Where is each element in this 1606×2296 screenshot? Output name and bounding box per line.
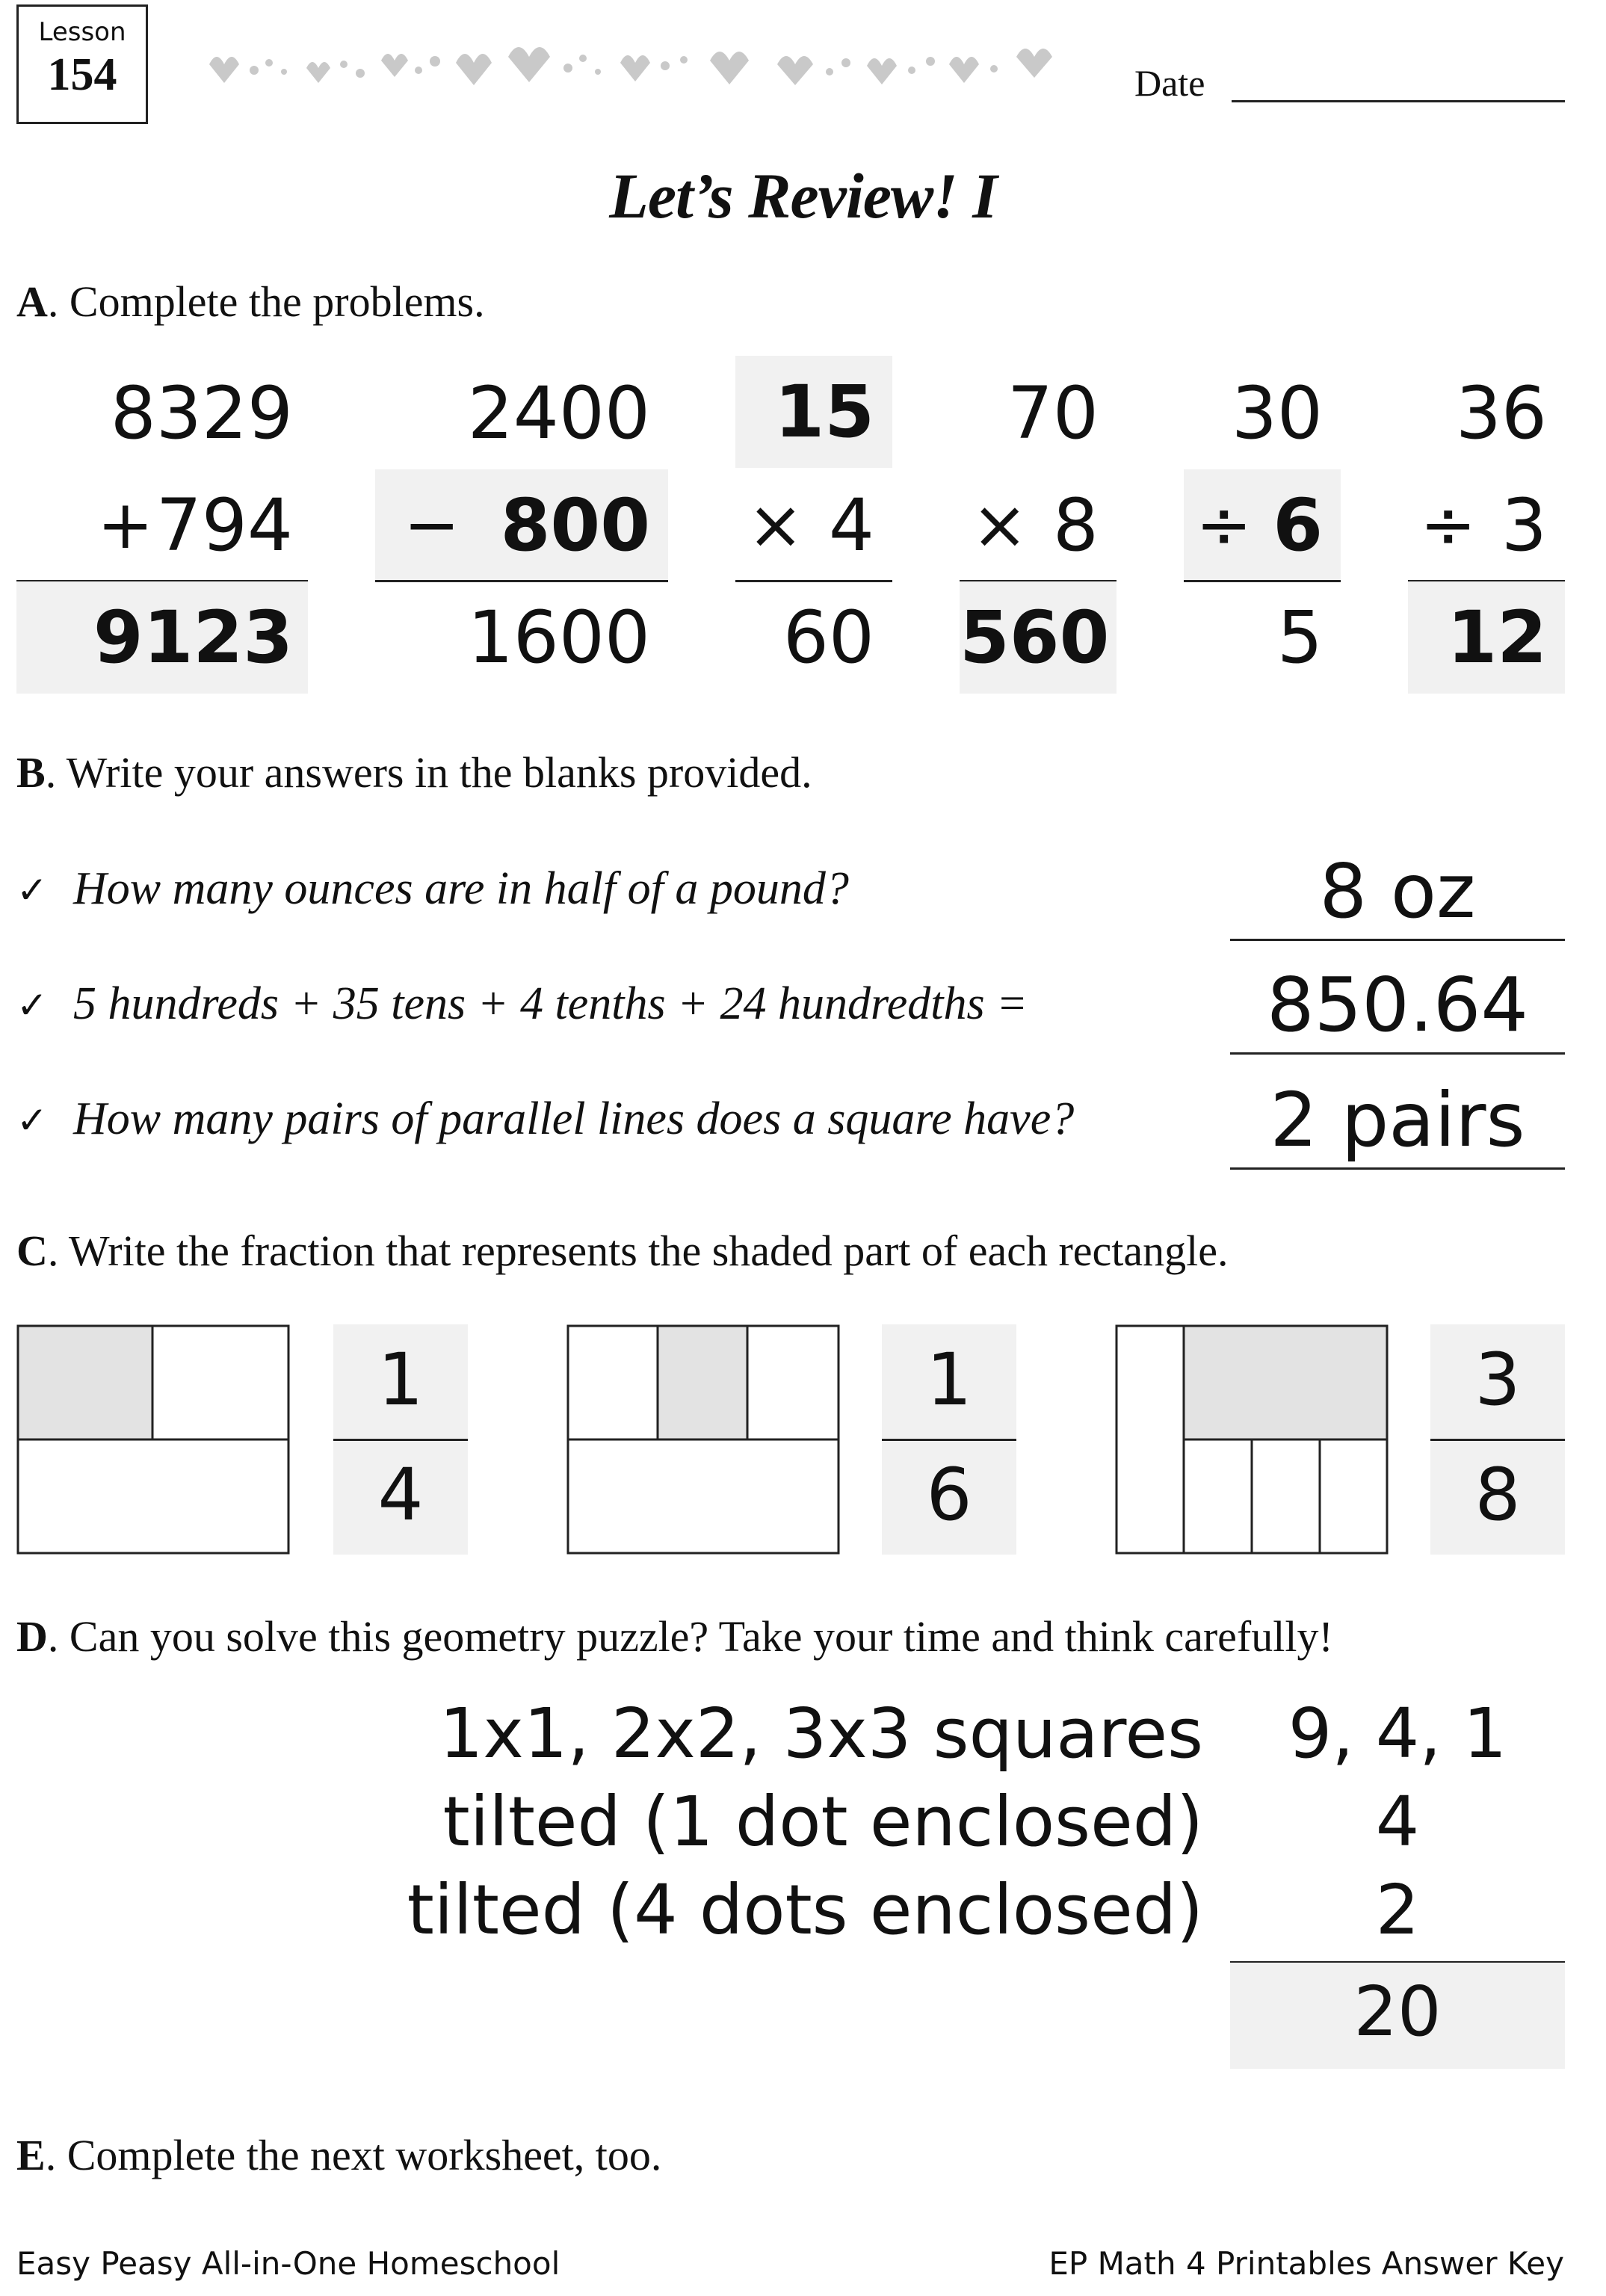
fraction-rectangle-1 <box>16 1324 290 1555</box>
problem-6-operator: ÷ <box>1420 486 1477 564</box>
problem-6-bottom: 3 <box>1501 484 1547 567</box>
answer-2-line <box>1230 1052 1565 1055</box>
answer-2: 850.64 <box>1267 961 1528 1049</box>
problem-4-operator: × <box>972 486 1028 564</box>
problem-2-bottom: 800 <box>375 469 668 581</box>
problem-2-operator: − <box>404 486 460 564</box>
answer-3-line <box>1230 1167 1565 1170</box>
fraction-2-numerator: 1 <box>926 1338 972 1422</box>
puzzle-row-1-label: 1x1, 2x2, 3x3 squares <box>439 1694 1203 1774</box>
problem-5-answer: 5 <box>1276 596 1323 679</box>
check-icon: ✓ <box>16 984 48 1027</box>
page-title: Let’s Review! I <box>609 160 997 232</box>
answer-3: 2 pairs <box>1270 1076 1525 1164</box>
puzzle-total: 20 <box>1353 1972 1442 2052</box>
section-a-heading: A. Complete the problems. <box>16 277 485 326</box>
problem-1-operator: + <box>97 486 154 564</box>
fraction-2-bar <box>882 1439 1016 1441</box>
problem-2-top: 2400 <box>467 371 650 455</box>
decorative-hearts-banner <box>194 27 1091 102</box>
lesson-label: Lesson <box>38 17 126 47</box>
question-3: How many pairs of parallel lines does a square have? <box>73 1093 1075 1144</box>
fraction-3-numerator: 3 <box>1474 1338 1521 1422</box>
problem-6-answer: 12 <box>1408 581 1565 694</box>
question-2: 5 hundreds + 35 tens + 4 tenths + 24 hundredths = <box>73 978 1028 1029</box>
problem-1-top: 8329 <box>110 371 293 455</box>
problem-3-operator: × <box>747 486 804 564</box>
problem-5-bottom: 6 <box>1273 484 1323 567</box>
problem-4-bottom: 8 <box>1052 484 1099 567</box>
footer-left: Easy Peasy All-in-One Homeschool <box>16 2245 560 2282</box>
answer-1-line <box>1230 939 1565 941</box>
check-icon: ✓ <box>16 868 48 912</box>
problem-3-top: 15 <box>735 356 892 468</box>
fraction-3-denominator: 8 <box>1474 1453 1521 1537</box>
date-label: Date <box>1134 62 1205 104</box>
problem-3-bottom: 4 <box>828 484 874 567</box>
fraction-rectangle-3 <box>1115 1324 1389 1555</box>
section-b-heading: B. Write your answers in the blanks provided. <box>16 748 812 797</box>
problem-4-top: 70 <box>1007 371 1099 455</box>
section-c-heading: C. Write the fraction that represents the shaded part of each rectangle. <box>16 1226 1229 1275</box>
lesson-badge <box>16 4 148 124</box>
problem-4-answer: 560 <box>960 581 1117 694</box>
fraction-1-denominator: 4 <box>377 1453 424 1537</box>
puzzle-row-1-value: 9, 4, 1 <box>1288 1694 1507 1774</box>
section-e-heading: E. Complete the next worksheet, too. <box>16 2131 662 2179</box>
puzzle-row-3-label: tilted (4 dots enclosed) <box>407 1870 1203 1950</box>
problem-2-answer: 1600 <box>467 596 650 679</box>
fraction-1-bar <box>333 1439 468 1441</box>
fraction-rectangle-2 <box>566 1324 840 1555</box>
problem-5-operator: ÷ <box>1196 486 1253 564</box>
footer-right: EP Math 4 Printables Answer Key <box>1048 2245 1564 2282</box>
puzzle-row-2-value: 4 <box>1375 1782 1420 1862</box>
section-d-heading: D. Can you solve this geometry puzzle? Take your time and think carefully! <box>16 1612 1333 1661</box>
problem-3-answer: 60 <box>782 596 874 679</box>
fraction-3-bar <box>1430 1439 1565 1441</box>
puzzle-row-3-value: 2 <box>1375 1870 1420 1950</box>
puzzle-row-2-label: tilted (1 dot enclosed) <box>442 1782 1203 1862</box>
fraction-2-denominator: 6 <box>926 1453 972 1537</box>
date-field-line[interactable] <box>1232 100 1565 102</box>
problem-6-top: 36 <box>1455 371 1547 455</box>
problem-5-top: 30 <box>1231 371 1323 455</box>
lesson-number: 154 <box>47 49 117 100</box>
answer-1: 8 oz <box>1319 848 1476 935</box>
problem-1-bottom: 794 <box>155 484 293 567</box>
problem-1-answer: 9123 <box>16 581 308 694</box>
fraction-1-numerator: 1 <box>377 1338 424 1422</box>
question-1: How many ounces are in half of a pound? <box>73 863 849 914</box>
check-icon: ✓ <box>16 1099 48 1142</box>
